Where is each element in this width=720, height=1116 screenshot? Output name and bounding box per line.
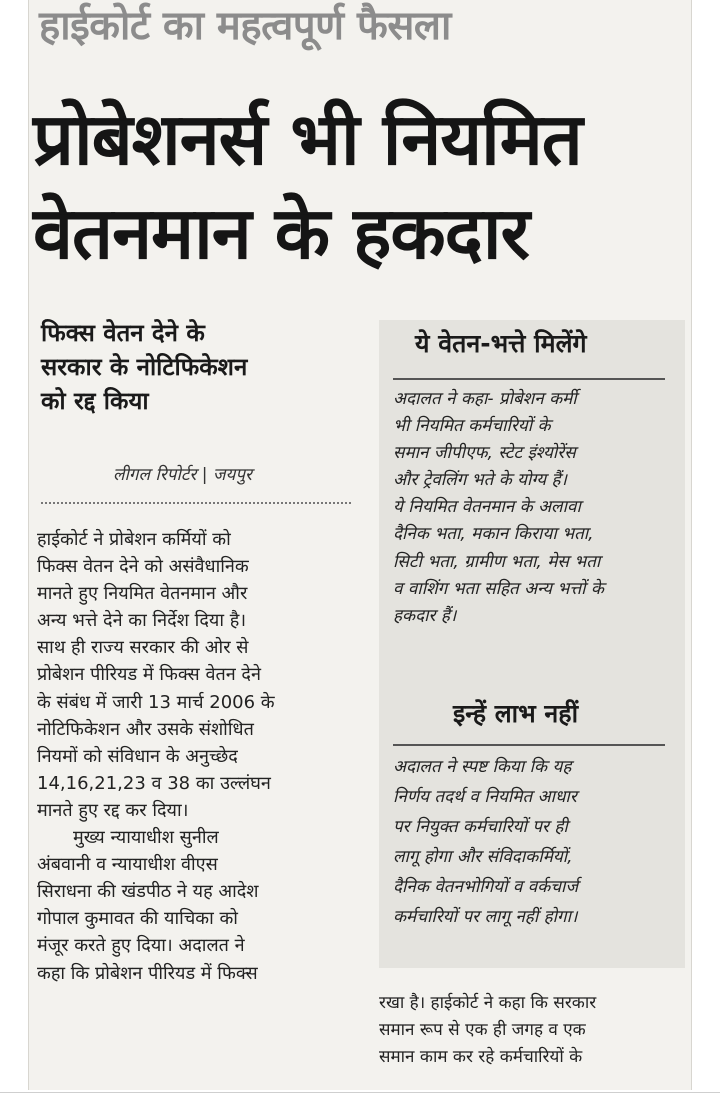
sidebar-line: समान जीपीएफ, स्टेट इंश्योरेंस	[393, 443, 576, 464]
body-line: नोटिफिकेशन और उसके संशोधित	[37, 718, 254, 740]
page-margin	[692, 0, 720, 1116]
headline	[33, 92, 582, 280]
body-line: रखा है। हाईकोर्ट ने कहा कि सरकार	[379, 993, 597, 1013]
bottom-divider	[0, 1092, 720, 1093]
subheadline	[41, 316, 247, 418]
sidebar-text-2	[393, 752, 578, 932]
body-line: मानते हुए नियमित वेतनमान और	[37, 583, 248, 605]
body-line: 14,16,21,23 व 38 का उल्लंघन	[37, 772, 271, 794]
sidebar-line: पर नियुक्त कर्मचारियों पर ही	[393, 817, 568, 837]
sidebar-line: ये नियमित वेतनमान के अलावा	[393, 497, 581, 518]
sidebar-line: दैनिक वेतनभोगियों व वर्कचार्ज	[393, 877, 579, 897]
body-line: अन्य भत्ते देने का निर्देश दिया है।	[37, 610, 247, 632]
body-line: सिराधना की खंडपीठ ने यह आदेश	[37, 881, 259, 903]
body-line: समान काम कर रहे कर्मचारियों के	[379, 1047, 583, 1067]
body-line: नियमों को संविधान के अनुच्छेद	[37, 745, 238, 767]
sidebar-subtitle: इन्हें लाभ नहीं	[453, 699, 579, 728]
kicker: हाईकोर्ट का महत्वपूर्ण फैसला	[39, 3, 451, 49]
sidebar-line: लागू होगा और संविदाकर्मियों,	[393, 847, 573, 867]
body-line: अंबवानी व न्यायाधीश वीएस	[37, 854, 218, 876]
body-line: समान रूप से एक ही जगह व एक	[379, 1020, 586, 1040]
subheadline-line: को रद्द किया	[41, 387, 149, 415]
byline: लीगल रिपोर्टर | जयपुर	[113, 465, 252, 485]
body-column-left	[37, 526, 355, 987]
sidebar-line: हकदार हैं।	[393, 605, 457, 626]
sidebar-line: कर्मचारियों पर लागू नहीं होगा।	[393, 907, 578, 927]
headline-line: प्रोबेशनर्स भी नियमित	[33, 97, 582, 181]
sidebar-line: निर्णय तदर्थ व नियमित आधार	[393, 787, 577, 807]
body-line: हाईकोर्ट ने प्रोबेशन कर्मियों को	[37, 529, 231, 550]
sidebar-line: दैनिक भता, मकान किराया भता,	[393, 524, 594, 545]
body-line: के संबंध में जारी 13 मार्च 2006 के	[37, 691, 275, 713]
body-line: मुख्य न्यायाधीश सुनील	[73, 827, 219, 849]
sidebar-line: अदालत ने कहा- प्रोबेशन कर्मी	[393, 389, 577, 409]
sidebar-rule	[393, 378, 665, 380]
body-line: कहा कि प्रोबेशन पीरियड में फिक्स	[37, 962, 258, 984]
body-line: साथ ही राज्य सरकार की ओर से	[37, 637, 249, 659]
body-line: मानते हुए रद्द कर दिया।	[37, 799, 189, 821]
headline-line: वेतनमान के हकदार	[33, 191, 529, 275]
subheadline-line: फिक्स वेतन देने के	[41, 319, 205, 347]
sidebar-line: और ट्रेवलिंग भते के योग्य हैं।	[393, 470, 567, 491]
body-column-right	[379, 990, 689, 1071]
sidebar-line: सिटी भता, ग्रामीण भता, मेस भता	[393, 551, 601, 572]
body-line: मंजूर करते हुए दिया। अदालत ने	[37, 935, 245, 957]
newspaper-clipping	[28, 0, 692, 1090]
sidebar-rule	[393, 744, 665, 746]
sidebar-line: व वाशिंग भता सहित अन्य भत्तों के	[393, 578, 604, 599]
sidebar-title: ये वेतन-भत्ते मिलेंगे	[415, 329, 587, 358]
body-line: फिक्स वेतन देने को असंवैधानिक	[37, 556, 249, 578]
sidebar-line: अदालत ने स्पष्ट किया कि यह	[393, 757, 572, 777]
sidebar-text	[393, 386, 604, 630]
body-line: गोपाल कुमावत की याचिका को	[37, 908, 238, 930]
sidebar-line: भी नियमित कर्मचारियों के	[393, 416, 551, 437]
sidebar-box	[379, 320, 685, 968]
subheadline-line: सरकार के नोटिफिकेशन	[41, 353, 248, 381]
dotted-divider	[41, 502, 351, 504]
body-line: प्रोबेशन पीरियड में फिक्स वेतन देने	[37, 664, 261, 686]
